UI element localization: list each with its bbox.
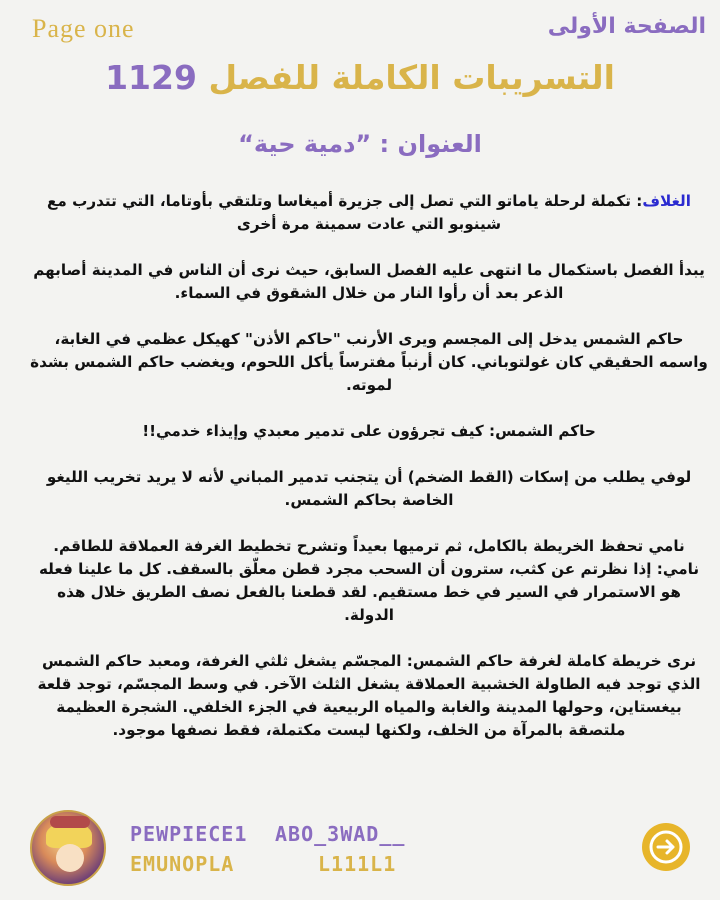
chapter-number: 1129 xyxy=(105,58,197,97)
credit-2: EMUNOPLA xyxy=(130,852,235,876)
paragraph-3: حاكم الشمس: كيف تجرؤون على تدمير معبدي وإيذاء خدمي!! xyxy=(142,422,596,440)
paragraph-2: حاكم الشمس يدخل إلى المجسم ويرى الأرنب "حاكم الأذن" كهيكل عظمي في الغابة، واسمه الحقيقي كان غولتوباني. كان أرنباً مفترساً يأكل اللحوم، ويغضب حاكم الشمس بشدة لموته. xyxy=(30,330,708,394)
title-text: التسريبات الكاملة للفصل xyxy=(208,58,615,97)
credit-1: PEWPIECE1 xyxy=(130,822,248,846)
paragraph-5: نامي تحفظ الخريطة بالكامل، ثم ترميها بعيداً وتشرح تخطيط الغرفة العملاقة للطاقم. xyxy=(53,537,685,555)
cover-paragraph xyxy=(30,190,708,236)
next-page-button[interactable] xyxy=(642,823,690,871)
paragraph-4: لوفي يطلب من إسكات (القط الضخم) أن يتجنب تدمير المباني لأنه لا يريد تخريب الليغو الخاصة بحاكم الشمس. xyxy=(46,468,692,509)
avatar-face xyxy=(56,844,84,872)
paragraph-7: نرى خريطة كاملة لغرفة حاكم الشمس: المجسّم يشغل ثلثي الغرفة، ومعبد حاكم الشمس الذي توجد فيه الطاولة الخشبية العملاقة يشغل الثلث الآخر. في وسط المجسّم، توجد قلعة بيغستاين، وحولها المدينة والغابة والمياه الربيعية في الجزء الخلفي. الشجرة العظيمة ملتصقة بالمرآة من الخلف، ولكنها ليست مكتملة، فقط نصفها موجود. xyxy=(37,652,701,739)
page-label-ar: الصفحة الأولى xyxy=(547,14,706,39)
avatar xyxy=(30,810,106,886)
credit-4: L111L1 xyxy=(318,852,397,876)
chapter-subtitle: العنوان : ”دمية حية“ xyxy=(238,130,482,158)
page-label-en: Page one xyxy=(32,14,135,43)
paragraph-1: يبدأ الفصل باستكمال ما انتهى عليه الفصل السابق، حيث نرى أن الناس في المدينة أصابهم الذعر بعد أن رأوا النار من خلال الشقوق في السماء. xyxy=(33,261,705,302)
paragraph-6: نامي: إذا نظرتم عن كثب، سترون أن السحب مجرد قطن معلّق بالسقف. كل ما علينا فعله هو الاستمرار في السير في خط مستقيم. لقد قطعنا بالفعل نصف الطريق خلال هذه الدولة. xyxy=(38,560,700,624)
arrow-right-circle-icon xyxy=(649,830,683,864)
cover-text: : تكملة لرحلة ياماتو التي تصل إلى جزيرة أميغاسا وتلتقي بأوتاما، التي تتدرب مع شينوبو التي عادت سمينة مرة أخرى xyxy=(47,192,643,233)
avatar-hat xyxy=(50,816,90,828)
cover-label: الغلاف xyxy=(642,192,691,210)
page-title xyxy=(0,58,720,97)
credit-3: ABO_3WAD__ xyxy=(275,822,406,846)
leak-content xyxy=(30,190,708,765)
